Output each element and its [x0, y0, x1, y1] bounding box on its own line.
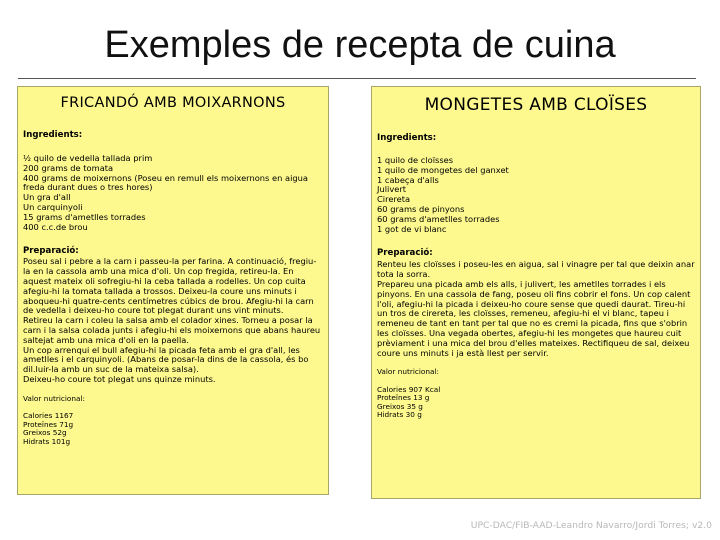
recipe-title: FRICANDÓ AMB MOIXARNONS: [60, 95, 286, 111]
page-title: Exemples de recepta de cuina: [104, 24, 616, 66]
ingredient-item: Un carquinyoli: [23, 201, 83, 212]
nutrition-item: Calories 1167: [23, 411, 74, 421]
nutrition-item: Calories 907 Kcal: [377, 384, 441, 394]
recipe-card-fricando: [17, 86, 329, 495]
preparation-text: Poseu sal i pebre a la carn i passeu-la per farina. A continuació, fregiu-la en la cassola amb una mica d'oli. Un cop fregida, retireu-la. En aquest mateix oli sofregiu-hi la ceba tallada a rodelles. Un cop cuita afegiu-hi la tomata tallada a trossos. Deixeu-la coure uns minuts i aboqueu-hi quatre-cents centímetres cúbics de brou. Afegiu-hi la carn de vedella i deixeu-ho coure tot plegat durant uns vint minuts. Retireu la carn i coleu la salsa amb el colador xines. Torneu a posar la carn i la salsa colada junts i afegiu-hi els moixernons que abans haureu saltejat amb una mica d'oli en la paella. Un cop arrenqui el bull afegiu-hi la picada feta amb el gra d'all, les ametlles i el carquinyoli. (Abans de posar-la dins de la cassola, és bo dil.luir-la amb un suc de la mateixa salsa). Deixeu-ho coure tot plegat uns quinze minuts.: [23, 256, 321, 384]
recipe-card-mongetes: [371, 86, 701, 499]
ingredient-item: 1 quilo de cloïsses: [377, 155, 454, 165]
ingredient-item: 15 grams d'ametlles torrades: [23, 211, 146, 222]
nutrition-label: Valor nutricional:: [377, 367, 439, 377]
ingredient-item: 400 grams de moixernons (Poseu en remull els moixernons en aigua freda durant dues o tres hores): [23, 172, 309, 193]
ingredient-item: Julivert: [377, 184, 406, 195]
nutrition-list: [23, 412, 323, 446]
ingredients-label: Ingredients:: [377, 133, 437, 143]
ingredient-item: 1 quilo de mongetes del ganxet: [377, 164, 509, 175]
ingredient-item: 60 grams d'ametlles torrades: [377, 213, 500, 224]
recipe-title: MONGETES AMB CLOÏSES: [424, 95, 648, 115]
nutrition-item: Hidrats 101g: [23, 436, 71, 446]
ingredient-item: Un gra d'all: [23, 192, 71, 203]
nutrition-item: Proteïnes 13 g: [377, 393, 430, 403]
nutrition-label: Valor nutricional:: [23, 393, 85, 403]
ingredient-item: ½ quilo de vedella tallada prim: [23, 153, 153, 163]
nutrition-item: Greixos 52g: [23, 428, 67, 438]
ingredient-item: 60 grams de pinyons: [377, 203, 465, 214]
preparation-label: Preparació:: [377, 248, 433, 259]
ingredient-item: 1 got de vi blanc: [377, 223, 447, 234]
ingredients-label: Ingredients:: [23, 130, 83, 140]
ingredients-list: [23, 154, 323, 232]
ingredient-item: Cireretа: [377, 194, 411, 205]
nutrition-item: Hidrats 30 g: [377, 410, 422, 420]
nutrition-item: Greixos 35 g: [377, 401, 423, 411]
ingredient-item: 400 c.c.de brou: [23, 221, 88, 232]
footer-credit: UPC-DAC/FIB-AAD-Leandro Navarro/Jordi Torres; v2.0: [470, 520, 712, 531]
nutrition-item: Proteïnes 71g: [23, 419, 74, 429]
preparation-label: Preparació:: [23, 246, 79, 257]
ingredients-list: [377, 156, 695, 234]
preparation-text: Renteu les cloïsses i poseu-les en aigua, sal i vinagre per tal que deixin anar tota la sorra. Prepareu una picada amb els alls, i julivert, les ametlles torrades i els pinyons. En una cassola de fang, poseu oli fins cobrir el fons. Un cop calent l'oli, afegiu-hi la picada i deixeu-ho coure sense que quedi daurat. Tireu-hi un tros de cireretа, les cloïsses, remeneu, afegiu-hi el vi blanc, tapeu i remeneu de tant en tant per tal que no es cremi la picada, fins que s'obrin les cloïsses. Una vegada obertes, afegiu-hi les mongetes que haureu cuit prèviament i una mica del brou d'elles mateixes. Rectifiqueu de sal, deixeu coure uns minuts i ja està llest per servir.: [377, 259, 695, 358]
title-divider: [18, 78, 696, 79]
nutrition-list: [377, 386, 695, 420]
ingredient-item: 200 grams de tomata: [23, 162, 114, 173]
ingredient-item: 1 cabeça d'alls: [377, 174, 439, 185]
